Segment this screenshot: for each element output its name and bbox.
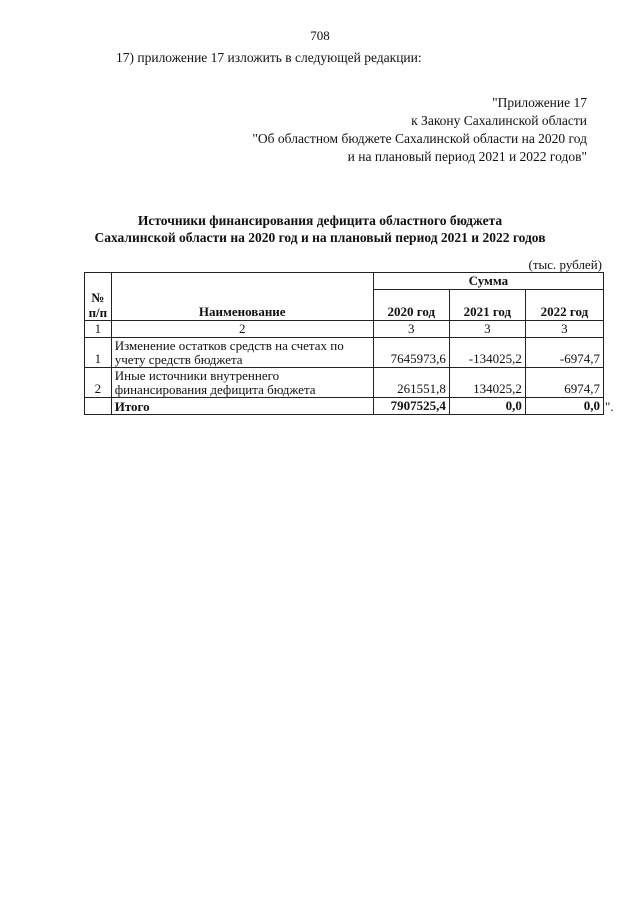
- table-header-row: [85, 273, 604, 290]
- header-year-2021: 2021 год: [449, 290, 525, 321]
- total-num-cell: [85, 398, 112, 415]
- index-cell: 3: [525, 321, 603, 338]
- row-name: Изменение остатков средств на счетах по учету средств бюджета: [111, 338, 373, 368]
- index-cell: 3: [449, 321, 525, 338]
- appendix-line-2: к Закону Сахалинской области: [411, 113, 587, 128]
- title-line-2: Сахалинской области на 2020 год и на плановый период 2021 и 2022 годов: [94, 230, 546, 245]
- units-label: (тыс. рублей): [528, 257, 602, 272]
- intro-text: 17) приложение 17 изложить в следующей редакции:: [116, 50, 422, 65]
- title-line-1: Источники финансирования дефицита областного бюджета: [137, 213, 503, 228]
- header-name: Наименование: [111, 273, 373, 321]
- column-index-row: [85, 321, 604, 338]
- appendix-header: [252, 94, 587, 166]
- row-value-2020: 261551,8: [373, 368, 449, 398]
- index-cell: 1: [85, 321, 112, 338]
- index-cell: 3: [373, 321, 449, 338]
- page-number: 708: [310, 28, 330, 43]
- header-sum: Сумма: [373, 273, 603, 290]
- row-value-2022: -6974,7: [525, 338, 603, 368]
- index-cell: 2: [111, 321, 373, 338]
- appendix-line-4: и на плановый период 2021 и 2022 годов": [347, 149, 587, 164]
- total-row: [85, 398, 604, 415]
- header-num: № п/п: [85, 273, 112, 321]
- row-value-2021: 134025,2: [449, 368, 525, 398]
- total-value-2021: 0,0: [449, 398, 525, 415]
- total-value-2020: 7907525,4: [373, 398, 449, 415]
- row-value-2020: 7645973,6: [373, 338, 449, 368]
- row-name: Иные источники внутреннего финансирования дефицита бюджета: [111, 368, 373, 398]
- row-num: 1: [85, 338, 112, 368]
- total-value-2022: 0,0: [525, 398, 603, 415]
- table-row: [85, 338, 604, 368]
- row-num: 2: [85, 368, 112, 398]
- header-year-2020: 2020 год: [373, 290, 449, 321]
- header-year-2022: 2022 год: [525, 290, 603, 321]
- closing-quote: ".: [605, 399, 614, 414]
- budget-table: [84, 272, 604, 415]
- row-value-2022: 6974,7: [525, 368, 603, 398]
- document-title: [0, 212, 640, 246]
- row-value-2021: -134025,2: [449, 338, 525, 368]
- appendix-line-3: "Об областном бюджете Сахалинской области на 2020 год: [252, 131, 587, 146]
- table-row: [85, 368, 604, 398]
- appendix-line-1: "Приложение 17: [492, 95, 587, 110]
- total-label: Итого: [111, 398, 373, 415]
